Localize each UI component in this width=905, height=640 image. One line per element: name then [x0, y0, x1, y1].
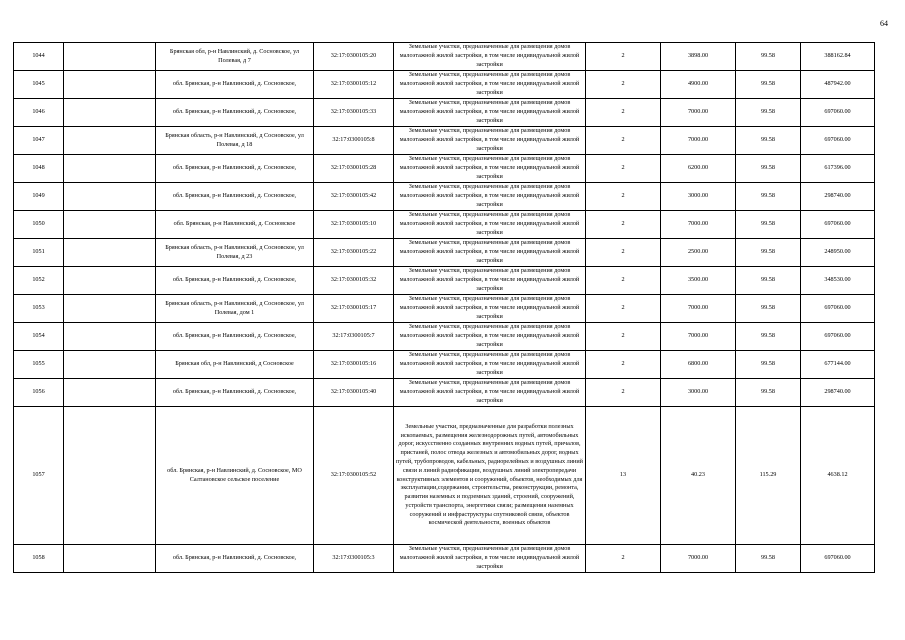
cell-specific-value: 99.58	[736, 323, 801, 351]
cell-address: обл. Брянская, р-н Навлинский, д. Сосновское	[156, 211, 314, 239]
table-row	[14, 183, 875, 211]
cell-address: обл. Брянская, р-н Навлинский, д. Сосновское,	[156, 323, 314, 351]
cell-cadastral-number: 32:17:0300105:28	[314, 155, 394, 183]
cell-area: 6200.00	[661, 155, 736, 183]
cell-group-code: 2	[586, 351, 661, 379]
cell-cadastral-value: 248950.00	[801, 239, 875, 267]
cell-address: обл. Брянская, р-н Навлинский, д. Сосновское,	[156, 183, 314, 211]
cell-id: 1048	[14, 155, 64, 183]
cell-permitted-use: Земельные участки, предназначенные для размещения домов малоэтажной жилой застройки, в том числе индивидуальной жилой застройки	[394, 43, 586, 71]
cell-area: 3000.00	[661, 183, 736, 211]
cell-id: 1055	[14, 351, 64, 379]
cell-permitted-use: Земельные участки, предназначенные для разработки полезных ископаемых, размещения железнодорожных путей, автомобильных дорог, искусственно созданных внутренних водных путей, причалов, пристаней, полос отвода железных и автомобильных дорог, водных путей, трубопроводов, кабельных, радиорелейных и воздушных линий связи и линий радиофикации, воздушных линий электропередачи конструктивных элементов и сооружений, объектов, необходимых для эксплуатации,содержания, строительства, реконструкции, ремонта, развития наземных и подземных зданий, строений, сооружений, устройств транспорта, энергетики связи; размещения наземных сооружений и инфраструктуры спутниковой связи, объектов космической деятельности, военных объектов	[394, 407, 586, 545]
cell-blank	[64, 183, 156, 211]
cell-specific-value: 99.58	[736, 351, 801, 379]
cell-specific-value: 99.58	[736, 71, 801, 99]
cell-permitted-use: Земельные участки, предназначенные для размещения домов малоэтажной жилой застройки, в том числе индивидуальной жилой застройки	[394, 351, 586, 379]
cell-address: Брянская обл, р-н Навлинский, д Сосновское	[156, 351, 314, 379]
cell-id: 1049	[14, 183, 64, 211]
cell-permitted-use: Земельные участки, предназначенные для размещения домов малоэтажной жилой застройки, в том числе индивидуальной жилой застройки	[394, 71, 586, 99]
table-row	[14, 351, 875, 379]
cell-group-code: 2	[586, 379, 661, 407]
cell-id: 1047	[14, 127, 64, 155]
cell-address: обл. Брянская, р-н Навлинский, д. Сосновское,	[156, 267, 314, 295]
cell-cadastral-number: 32:17:0300105:10	[314, 211, 394, 239]
cell-specific-value: 99.58	[736, 267, 801, 295]
cell-permitted-use: Земельные участки, предназначенные для размещения домов малоэтажной жилой застройки, в том числе индивидуальной жилой застройки	[394, 155, 586, 183]
cell-specific-value: 99.58	[736, 43, 801, 71]
cell-area: 6800.00	[661, 351, 736, 379]
table-row	[14, 71, 875, 99]
cell-area: 3500.00	[661, 267, 736, 295]
cell-id: 1056	[14, 379, 64, 407]
table-row	[14, 323, 875, 351]
cell-group-code: 2	[586, 295, 661, 323]
cell-specific-value: 99.58	[736, 99, 801, 127]
cell-blank	[64, 323, 156, 351]
cell-group-code: 2	[586, 545, 661, 573]
cell-group-code: 2	[586, 43, 661, 71]
cell-group-code: 2	[586, 323, 661, 351]
cell-id: 1053	[14, 295, 64, 323]
cell-permitted-use: Земельные участки, предназначенные для размещения домов малоэтажной жилой застройки, в том числе индивидуальной жилой застройки	[394, 99, 586, 127]
cell-cadastral-value: 298740.00	[801, 379, 875, 407]
cell-address: Брянская область, р-н Навлинский, д Сосновское, ул Полевая, д 18	[156, 127, 314, 155]
cell-area: 3898.00	[661, 43, 736, 71]
cell-permitted-use: Земельные участки, предназначенные для размещения домов малоэтажной жилой застройки, в том числе индивидуальной жилой застройки	[394, 127, 586, 155]
cell-group-code: 2	[586, 239, 661, 267]
table-row	[14, 43, 875, 71]
cell-blank	[64, 71, 156, 99]
cell-cadastral-number: 32:17:0300105:22	[314, 239, 394, 267]
cell-blank	[64, 155, 156, 183]
cell-permitted-use: Земельные участки, предназначенные для размещения домов малоэтажной жилой застройки, в том числе индивидуальной жилой застройки	[394, 211, 586, 239]
cell-cadastral-value: 298740.00	[801, 183, 875, 211]
cell-cadastral-number: 32:17:0300105:8	[314, 127, 394, 155]
cell-specific-value: 99.58	[736, 239, 801, 267]
page-number: 64	[880, 19, 888, 28]
cell-cadastral-value: 697060.00	[801, 295, 875, 323]
cell-permitted-use: Земельные участки, предназначенные для размещения домов малоэтажной жилой застройки, в том числе индивидуальной жилой застройки	[394, 239, 586, 267]
cadastral-value-table	[13, 42, 875, 573]
cell-specific-value: 99.58	[736, 379, 801, 407]
cell-blank	[64, 351, 156, 379]
cell-cadastral-value: 487942.00	[801, 71, 875, 99]
table-row	[14, 155, 875, 183]
cell-cadastral-value: 697060.00	[801, 99, 875, 127]
cell-area: 7000.00	[661, 127, 736, 155]
table-row	[14, 99, 875, 127]
table-row	[14, 127, 875, 155]
table-row	[14, 407, 875, 545]
cell-id: 1045	[14, 71, 64, 99]
cell-specific-value: 99.58	[736, 183, 801, 211]
cell-address: Брянская область, р-н Навлинский, д Сосновское, ул Полевая, дом 1	[156, 295, 314, 323]
cell-permitted-use: Земельные участки, предназначенные для размещения домов малоэтажной жилой застройки, в том числе индивидуальной жилой застройки	[394, 267, 586, 295]
cell-cadastral-value: 677144.00	[801, 351, 875, 379]
cell-cadastral-number: 32:17:0300105:16	[314, 351, 394, 379]
cell-group-code: 13	[586, 407, 661, 545]
cell-cadastral-value: 4638.12	[801, 407, 875, 545]
cell-group-code: 2	[586, 155, 661, 183]
cell-specific-value: 99.58	[736, 127, 801, 155]
cell-group-code: 2	[586, 267, 661, 295]
cell-cadastral-value: 617396.00	[801, 155, 875, 183]
cell-group-code: 2	[586, 99, 661, 127]
cell-group-code: 2	[586, 183, 661, 211]
cell-blank	[64, 43, 156, 71]
cell-specific-value: 115.29	[736, 407, 801, 545]
cell-address: обл. Брянская, р-н Навлинский, д. Сосновское, МО Салтановское сельское поселение	[156, 407, 314, 545]
table-row	[14, 295, 875, 323]
table-row	[14, 379, 875, 407]
cell-cadastral-number: 32:17:0300105:20	[314, 43, 394, 71]
table-row	[14, 211, 875, 239]
cell-id: 1046	[14, 99, 64, 127]
cell-permitted-use: Земельные участки, предназначенные для размещения домов малоэтажной жилой застройки, в том числе индивидуальной жилой застройки	[394, 323, 586, 351]
cell-permitted-use: Земельные участки, предназначенные для размещения домов малоэтажной жилой застройки, в том числе индивидуальной жилой застройки	[394, 545, 586, 573]
cell-id: 1057	[14, 407, 64, 545]
cell-cadastral-value: 697060.00	[801, 323, 875, 351]
cell-cadastral-number: 32:17:0300105:42	[314, 183, 394, 211]
cell-address: обл. Брянская, р-н Навлинский, д. Сосновское,	[156, 155, 314, 183]
cell-id: 1058	[14, 545, 64, 573]
cell-area: 7000.00	[661, 211, 736, 239]
cell-address: обл. Брянская, р-н Навлинский, д. Сосновское,	[156, 99, 314, 127]
cell-address: обл. Брянская, р-н Навлинский, д. Сосновское,	[156, 545, 314, 573]
cell-area: 7000.00	[661, 323, 736, 351]
cell-address: обл. Брянская, р-н Навлинский, д. Сосновское,	[156, 71, 314, 99]
cell-area: 3000.00	[661, 379, 736, 407]
cell-cadastral-value: 697060.00	[801, 127, 875, 155]
cell-cadastral-value: 348530.00	[801, 267, 875, 295]
cell-area: 2500.00	[661, 239, 736, 267]
cell-area: 7000.00	[661, 295, 736, 323]
cell-group-code: 2	[586, 71, 661, 99]
cell-cadastral-number: 32:17:0300105:12	[314, 71, 394, 99]
cell-blank	[64, 211, 156, 239]
cell-address: Брянская область, р-н Навлинский, д Сосновское, ул Полевая, д 23	[156, 239, 314, 267]
cell-area: 7000.00	[661, 99, 736, 127]
table-row	[14, 267, 875, 295]
cell-blank	[64, 239, 156, 267]
cell-specific-value: 99.58	[736, 295, 801, 323]
cell-id: 1052	[14, 267, 64, 295]
cell-group-code: 2	[586, 211, 661, 239]
cell-cadastral-number: 32:17:0300105:52	[314, 407, 394, 545]
cell-id: 1051	[14, 239, 64, 267]
cell-area: 4900.00	[661, 71, 736, 99]
cell-permitted-use: Земельные участки, предназначенные для размещения домов малоэтажной жилой застройки, в том числе индивидуальной жилой застройки	[394, 379, 586, 407]
cell-cadastral-number: 32:17:0300105:3	[314, 545, 394, 573]
cell-address: обл. Брянская, р-н Навлинский, д. Сосновское,	[156, 379, 314, 407]
cell-cadastral-number: 32:17:0300105:17	[314, 295, 394, 323]
cell-specific-value: 99.58	[736, 211, 801, 239]
cell-id: 1054	[14, 323, 64, 351]
cell-permitted-use: Земельные участки, предназначенные для размещения домов малоэтажной жилой застройки, в том числе индивидуальной жилой застройки	[394, 295, 586, 323]
cell-blank	[64, 127, 156, 155]
table-row	[14, 545, 875, 573]
cell-specific-value: 99.58	[736, 155, 801, 183]
table-row	[14, 239, 875, 267]
cell-address: Брянская обл, р-н Навлинский, д. Сосновское, ул Полевая, д 7	[156, 43, 314, 71]
cell-blank	[64, 267, 156, 295]
cell-id: 1044	[14, 43, 64, 71]
cell-area: 7000.00	[661, 545, 736, 573]
cell-cadastral-value: 697060.00	[801, 545, 875, 573]
cell-cadastral-number: 32:17:0300105:33	[314, 99, 394, 127]
cell-permitted-use: Земельные участки, предназначенные для размещения домов малоэтажной жилой застройки, в том числе индивидуальной жилой застройки	[394, 183, 586, 211]
cell-cadastral-value: 388162.84	[801, 43, 875, 71]
cell-specific-value: 99.58	[736, 545, 801, 573]
cell-blank	[64, 99, 156, 127]
cell-cadastral-number: 32:17:0300105:40	[314, 379, 394, 407]
cell-group-code: 2	[586, 127, 661, 155]
cell-cadastral-number: 32:17:0300105:7	[314, 323, 394, 351]
cell-blank	[64, 407, 156, 545]
cell-blank	[64, 379, 156, 407]
cell-cadastral-number: 32:17:0300105:32	[314, 267, 394, 295]
cell-blank	[64, 545, 156, 573]
cell-cadastral-value: 697060.00	[801, 211, 875, 239]
cell-id: 1050	[14, 211, 64, 239]
cell-area: 40.23	[661, 407, 736, 545]
cell-blank	[64, 295, 156, 323]
